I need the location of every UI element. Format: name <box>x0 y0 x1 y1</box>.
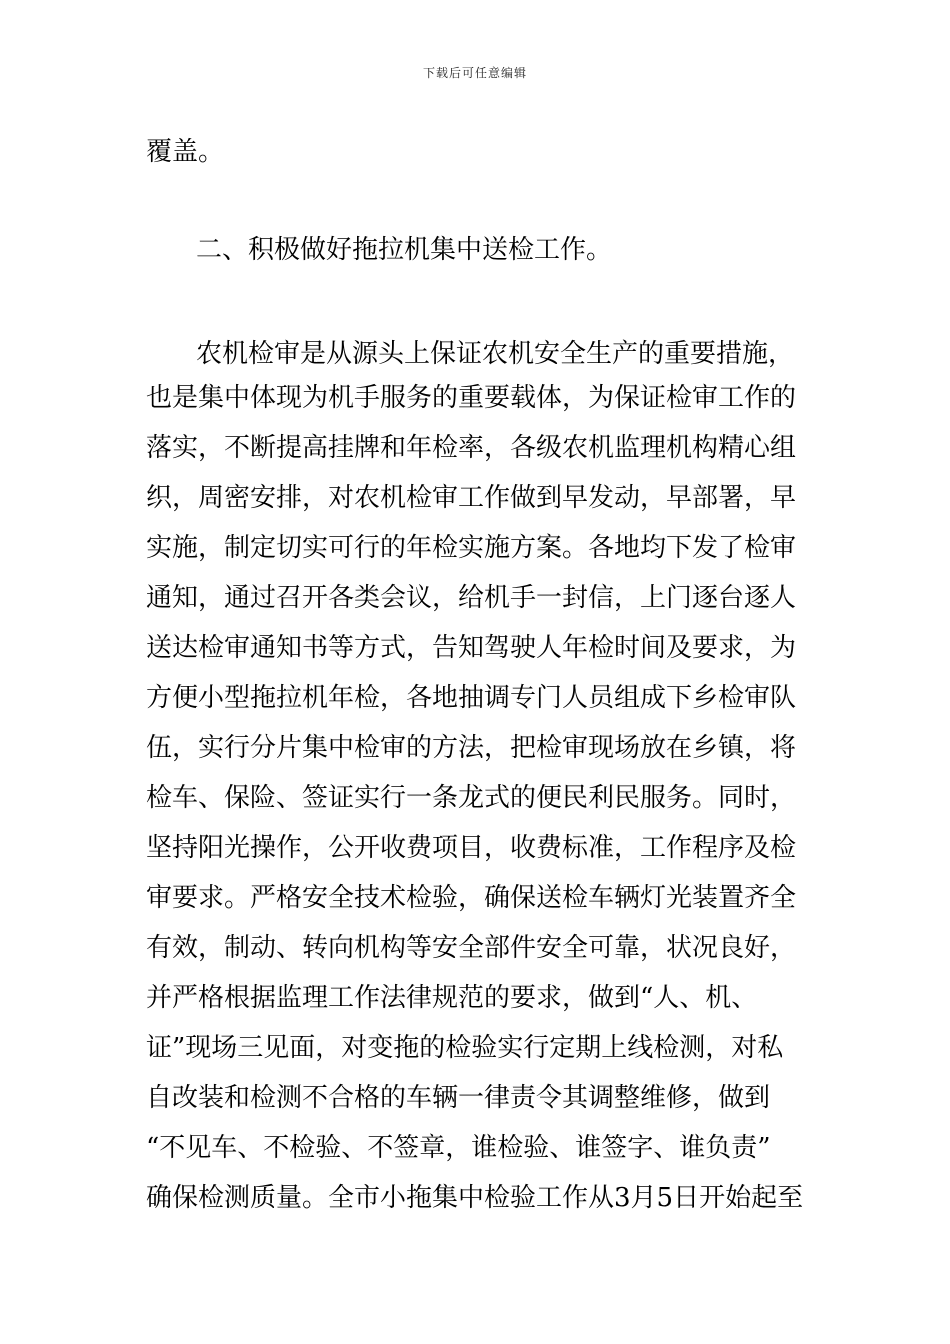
page-header: 下载后可任意编辑 <box>422 66 527 80</box>
text-line: 确保检测质量。全市小拖集中检验工作从3月5日开始起至 <box>146 1183 804 1213</box>
text-line: 证”现场三见面，对变拖的检验实行定期上线检测，对私 <box>146 1033 784 1063</box>
text-line: 检车、保险、签证实行一条龙式的便民利民服务。同时， <box>146 783 797 813</box>
section-heading: 二、积极做好拖拉机集中送检工作。 <box>196 235 613 265</box>
text-line: 有效，制动、转向机构等安全部件安全可靠，状况良好， <box>146 933 797 963</box>
text-line: 农机检审是从源头上保证农机安全生产的重要措施， <box>196 339 795 369</box>
text-line: 方便小型拖拉机年检，各地抽调专门人员组成下乡检审队 <box>146 683 797 713</box>
text-line: 坚持阳光操作，公开收费项目，收费标准，工作程序及检 <box>146 833 797 863</box>
text-line: 织，周密安排，对农机检审工作做到早发动，早部署，早 <box>146 483 797 513</box>
text-line: 也是集中体现为机手服务的重要载体，为保证检审工作的 <box>146 383 797 413</box>
text-line: 送达检审通知书等方式，告知驾驶人年检时间及要求，为 <box>146 633 797 663</box>
text-line: 并严格根据监理工作法律规范的要求，做到“人、机、 <box>146 983 758 1013</box>
text-line: 审要求。严格安全技术检验，确保送检车辆灯光装置齐全 <box>146 883 797 913</box>
text-line: “不见车、不检验、不签章，谁检验、谁签字、谁负责” <box>146 1133 771 1163</box>
text-line: 覆盖。 <box>146 137 225 167</box>
text-line: 自改装和检测不合格的车辆一律责令其调整维修，做到 <box>146 1083 771 1113</box>
text-line: 落实，不断提高挂牌和年检率，各级农机监理机构精心组 <box>146 433 797 463</box>
text-line: 实施，制定切实可行的年检实施方案。各地均下发了检审 <box>146 533 797 563</box>
text-line: 伍，实行分片集中检审的方法，把检审现场放在乡镇，将 <box>146 733 797 763</box>
text-line: 通知，通过召开各类会议，给机手一封信，上门逐台逐人 <box>146 583 797 613</box>
